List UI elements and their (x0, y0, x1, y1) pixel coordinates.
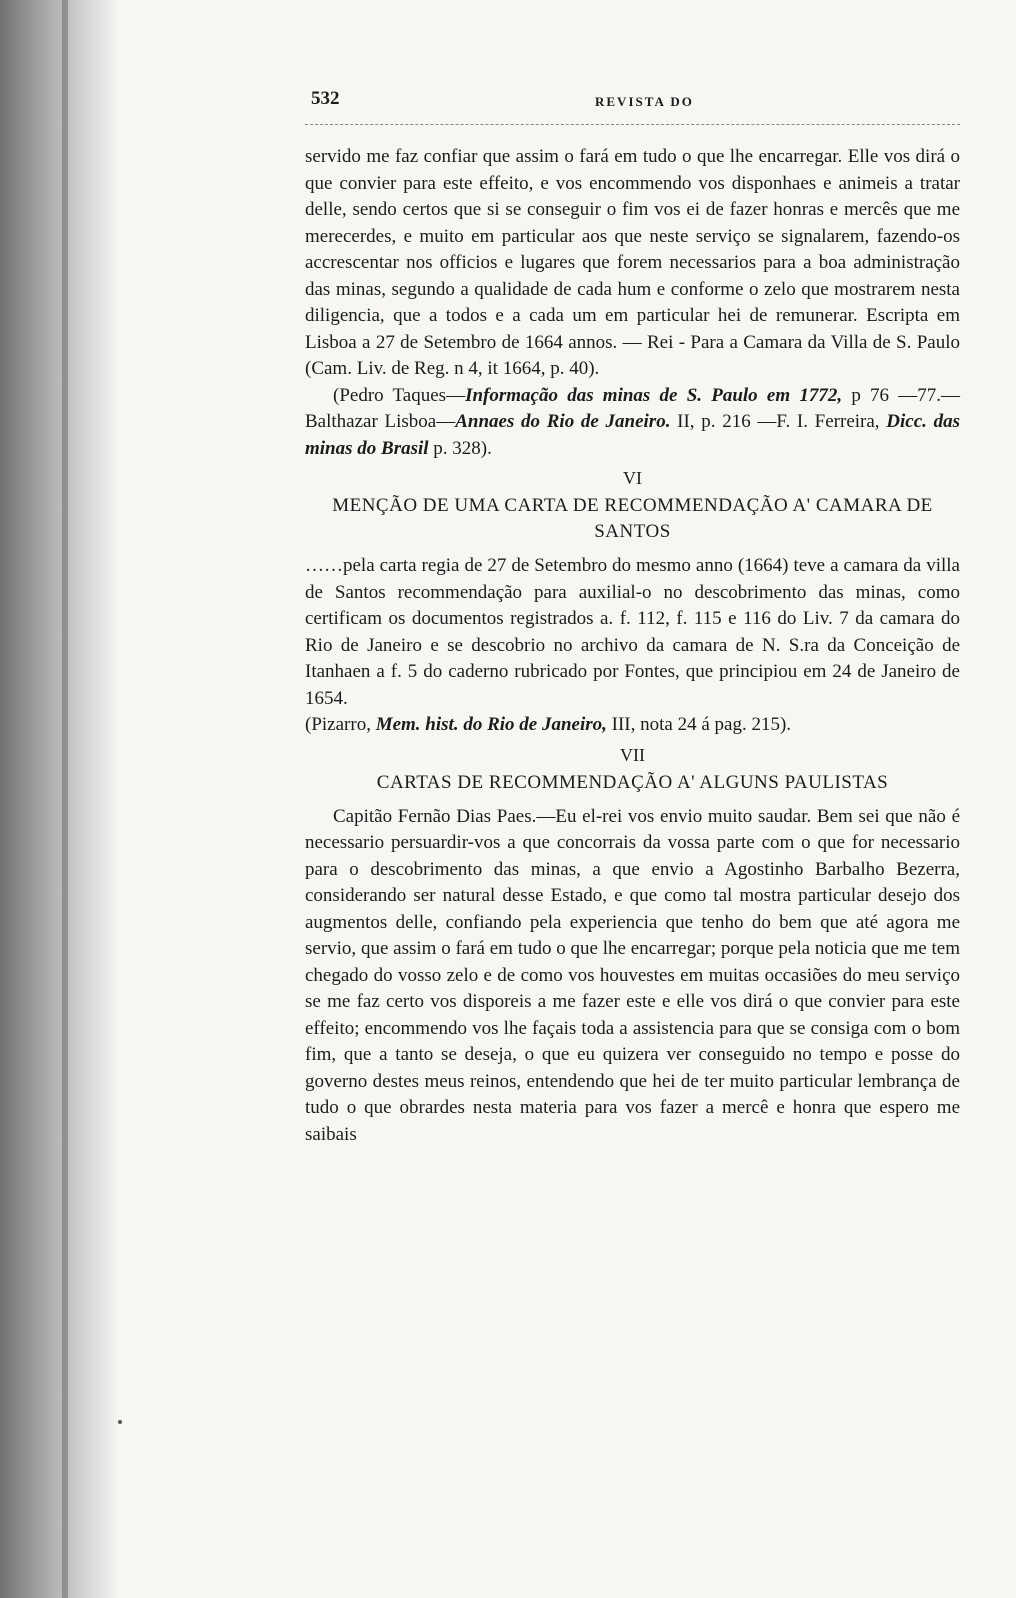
reference-1-a-italic: Informação das minas de S. Paulo em 1772, (465, 384, 843, 406)
running-head (305, 80, 965, 110)
section-vi-ref-b: III, nota 24 á pag. 215). (606, 714, 792, 735)
section-vi-ref-a: (Pizarro, (305, 714, 376, 735)
page-number: 532 (311, 88, 340, 109)
reference-1-d: p. 328). (428, 437, 492, 459)
reference-1-a: (Pedro Taques— (333, 384, 466, 406)
reference-1-b-italic: Annaes do Rio de Janeiro. (455, 411, 671, 432)
section-vii-heading: CARTAS DE RECOMMENDAÇÃO A' ALGUNS PAULISTAS (376, 771, 889, 793)
header-rule (305, 124, 960, 125)
section-vi-reference (305, 712, 960, 739)
section-vi-paragraph: ……pela carta regia de 27 de Setembro do mesmo anno (1664) teve a camara da villa de Santos recommendação para auxilial-o no descobrimento das minas, como certificam os documentos registrados a. f. 112, f. 115 e 116 do Liv. 7 da camara do Rio de Janeiro e se descobrio no archivo da camara de N. S.ra da Conceição de Itanhaen a f. 5 do caderno rubricado por Fontes, que principiou em 24 de Janeiro de 1654. (305, 555, 960, 709)
reference-1-c: II, p. 216 —F. I. Ferreira, (670, 411, 887, 432)
binding-gutter-shadow (0, 0, 120, 1598)
section-vi-heading: MENÇÃO DE UMA CARTA DE RECOMMENDAÇÃO A' CAMARA DE SANTOS (332, 495, 933, 542)
section-vii-numeral: VII (620, 744, 645, 765)
page-text (305, 144, 960, 1148)
section-vii-paragraph: Capitão Fernão Dias Paes.—Eu el-rei vos envio muito saudar. Bem sei que não é necessario persuardir-vos a que concorrais da vossa parte com o que for necessario para o descobrimento das minas, a que envio a Agostinho Barbalho Bezerra, considerando ser natural desse Estado, e que como tal mostra particular desejo dos augmentos delle, confiando pela experiencia que tenho do bem que até agora me servio, que assim o fará em tudo o que lhe encarregar; porque pela noticia que me tem chegado do vosso zelo e de como vos houvestes em muitas occasiões do meu serviço se me faz certo vos disporeis a me fazer este e elle vos dirá o que convier para este effeito; encommendo vos lhe façais toda a assistencia para que se consiga com o bom fim, que a tanto se deseja, o que eu quizera ver conseguido no tempo e posse do governo destes meus reinos, entendendo que hei de ter muito particular lembrança de tudo o que obrardes nesta materia para vos fazer a mercê e honra que espero me saibais (305, 805, 960, 1145)
running-title: REVISTA DO (595, 94, 694, 109)
reference-1-b: p 76 —77.—Balthazar Lisboa— (305, 384, 960, 432)
reference-1 (305, 383, 960, 463)
paragraph-1: servido me faz confiar que assim o fará em tudo o que lhe encarregar. Elle vos dirá o que convier para este effeito, e vos encommendo vos disponhaes e animeis a tratar delle, sendo certos que si se conseguir o fim vos ei de fazer honras e mercês que me merecerdes, e muito em particular aos que neste serviço se signalarem, fazendo-os accrescentar nos officios e lugares que forem necessarios para a boa administração das minas, segundo a qualidade de cada hum e conforme o zelo que mostrarem nesta diligencia, que a todos e a cada um em particular hei de remunerar. Escripta em Lisboa a 27 de Setembro de 1664 annos. — Rei - Para a Camara da Villa de S. Paulo (Cam. Liv. de Reg. n 4, it 1664, p. 40). (305, 146, 960, 379)
reference-1-c-italic: Dicc. das minas do Brasil (305, 411, 960, 459)
book-page (305, 80, 965, 1145)
ink-speck (118, 1420, 122, 1424)
section-vi-numeral: VI (623, 468, 642, 488)
section-vi-ref-italic: Mem. hist. do Rio de Janeiro, (375, 714, 607, 735)
